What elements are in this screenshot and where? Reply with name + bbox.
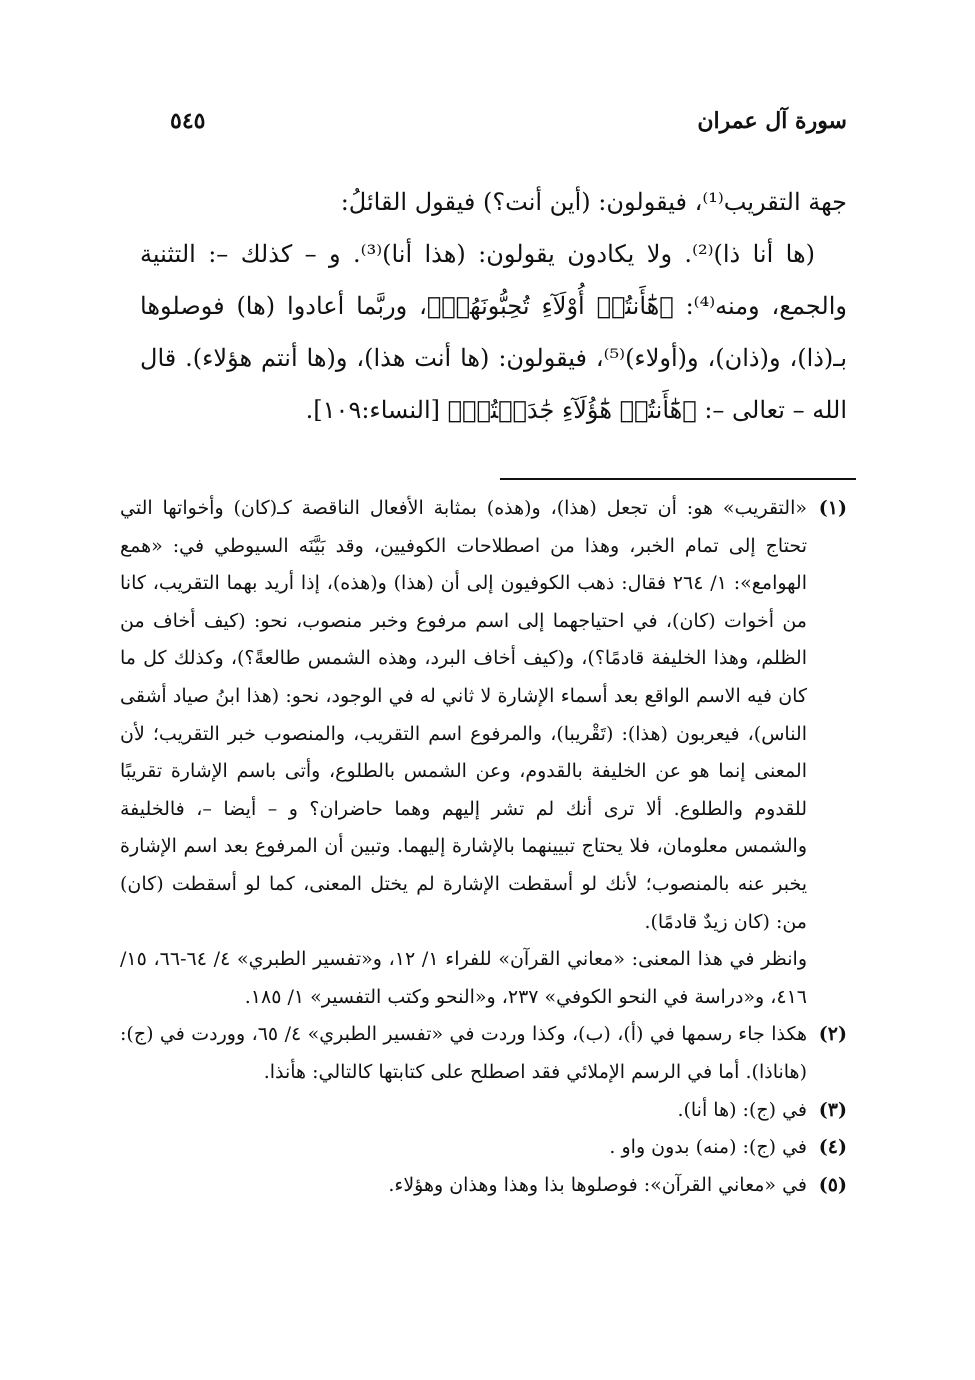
footnote-paragraph: هكذا جاء رسمها في (أ)، (ب)، وكذا وردت في «تفسير الطبري» ٤/ ٦٥، ووردت في (ج): (هاناذا). أما في الرسم الإملائي فقد اصطلح على كتابتها كالتالي: هأنذا.: [120, 1023, 807, 1083]
page-number: ٥٤٥: [170, 108, 206, 134]
footnote-paragraph: وانظر في هذا المعنى: «معاني القرآن» للفراء ١/ ١٢، و«تفسير الطبري» ٤/ ٦٤-٦٦، ١٥/ ٤١٦، و«دراسة في النحو الكوفي» ٢٣٧، و«النحو وكتب التفسير» ١/ ١٨٥.: [120, 948, 807, 1008]
footnote-5: [120, 1167, 847, 1205]
footnote-paragraph: في (ج): (ها أنا).: [677, 1098, 807, 1121]
footnote-paragraph: «التقريب» هو: أن تجعل (هذا)، و(هذه) بمثابة الأفعال الناقصة كـ(كان) وأخواتها التي تحتاج إلى تمام الخبر، وهذا من اصطلاحات الكوفيين، وقد بَيَّنَه السيوطي في: «همع الهوامع»: ١/ ٢٦٤ فقال: ذهب الكوفيون إلى أن (هذا) و(هذه)، إذا أريد بهما التقريب، كانا من أخوات (كان)، في احتياجهما إلى اسم مرفوع وخبر منصوب، نحو: (كيف أخاف من الظلم، وهذا الخليفة قادمًا؟)، و(كيف أخاف البرد، وهذه الشمس طالعةً؟)، وكذلك كل ما كان فيه الاسم الواقع بعد أسماء الإشارة لا ثاني له في الوجود، نحو: (هذا ابنُ صياد أشقى الناس)، فيعربون (هذا): (تَقْريبا)، والمرفوع اسم التقريب، والمنصوب خبر التقريب؛ لأن المعنى إنما هو عن الخليفة بالقدوم، وعن الشمس بالطلوع، وأتى باسم الإشارة تقريبًا للقدوم والطلوع. ألا ترى أنك لم تشر إليهم وهما حاضران؟ و – أيضا –، فالخليفة والشمس معلومان، فلا يحتاج تبيينهما بالإشارة إليهما. وتبين أن المرفوع بعد اسم الإشارة يخبر عنه بالمنصوب؛ لأنك لو أسقطت الإشارة لم يختل المعنى، كما لو أسقطت (كان) من: (كان زيدٌ قادمًا).: [120, 497, 807, 933]
footnote-text: [120, 490, 807, 1016]
main-text: [140, 176, 847, 436]
footnote-number: (١): [818, 497, 847, 519]
footnote-1: [120, 490, 847, 1016]
footnote-3: [120, 1092, 847, 1130]
footnote-number: (٥): [818, 1173, 847, 1196]
footnote-text: [120, 1129, 807, 1167]
main-paragraph: (ها أنا ذا)⁽²⁾. ولا يكادون يقولون: (هذا أنا)⁽³⁾. و – كذلك –: التثنية والجمع، ومنه⁽⁴⁾: ﴿هَٰٓأَنتُمۡ أُوْلَآءِ تُحِبُّونَهُمۡ﴾، وربَّما أعادوا (ها) فوصلوها بـ(ذا)، و(ذان)، و(أولاء)⁽⁵⁾، فيقولون: (ها أنت هذا)، و(ها أنتم هؤلاء). قال الله – تعالى –: ﴿هَٰٓأَنتُمۡ هَٰٓؤُلَآءِ جَٰدَلۡتُمۡ﴾ [النساء:١٠٩].: [140, 240, 847, 424]
footnote-text: [120, 1092, 807, 1130]
footnote-text: [120, 1167, 807, 1205]
page-header: [170, 108, 847, 134]
footnote-text: [120, 1016, 807, 1091]
surah-title: سورة آل عمران: [697, 108, 847, 134]
footnote-number: (٣): [818, 1098, 847, 1121]
footnote-separator: [500, 478, 856, 480]
footnote-4: [120, 1129, 847, 1167]
footnote-number: (٤): [818, 1136, 847, 1159]
footnote-2: [120, 1016, 847, 1091]
footnote-paragraph: في «معاني القرآن»: فوصلوها بذا وهذا وهذان وهؤلاء.: [388, 1173, 807, 1196]
footnote-paragraph: في (ج): (منه) بدون واو .: [609, 1136, 807, 1159]
footnote-number: (٢): [818, 1023, 847, 1046]
footnotes: [120, 490, 847, 1204]
main-paragraph: جهة التقريب⁽¹⁾، فيقولون: (أين أنت؟) فيقول القائلُ:: [340, 188, 847, 216]
